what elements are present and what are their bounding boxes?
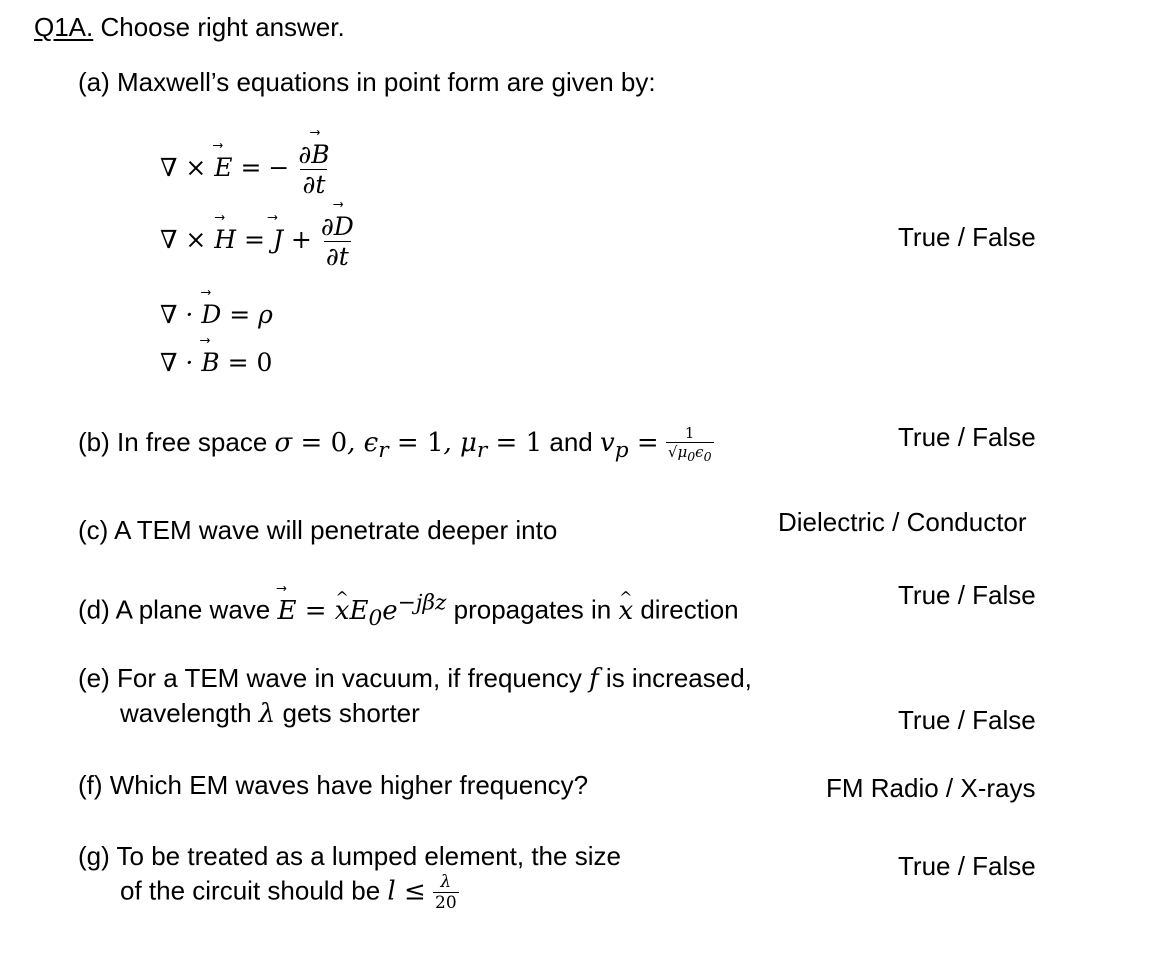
question-b-text: (b) In free space <box>78 426 268 457</box>
question-d <box>78 590 739 631</box>
question-f-answer-options[interactable]: FM Radio / X-rays <box>826 773 1036 803</box>
question-a-answer-options[interactable]: True / False <box>898 222 1036 252</box>
phase-velocity-label: $v_p$ = <box>600 427 659 464</box>
lumped-fraction: $\frac{\lambda}{20}$ <box>435 872 457 913</box>
maxwell-equation-gauss-electric: ∇ · ⃗ D = ρ <box>160 300 273 329</box>
question-e-line2: wavelength λ gets shorter <box>120 698 420 729</box>
question-e-answer-options[interactable]: True / False <box>898 705 1036 735</box>
question-a-text: (a) Maxwell’s equations in point form are given by: <box>78 67 656 97</box>
question-heading <box>34 12 345 43</box>
question-d-text-pre: (d) A plane wave <box>78 594 271 625</box>
question-g-answer-options[interactable]: True / False <box>898 851 1036 881</box>
question-c-answer-options[interactable]: Dielectric / Conductor <box>778 507 1027 537</box>
question-b <box>78 424 714 464</box>
phase-velocity-fraction: $\frac{1}{√\mu_0\epsilon_0}$ <box>667 424 712 464</box>
question-d-text-post: direction <box>640 594 739 625</box>
question-e-line1: (e) For a TEM wave in vacuum, if frequency f is increased, <box>78 663 752 694</box>
question-g-line2: of the circuit should be l ≤ $\frac{\lambda}{20}$ <box>120 872 457 913</box>
maxwell-equation-faraday: ∇ × ⃗ E = − $\frac{\partial⃗ B}{\partial t}$ <box>160 140 332 199</box>
question-d-text-mid: propagates in <box>453 594 612 625</box>
question-b-answer-options[interactable]: True / False <box>898 422 1036 452</box>
question-d-answer-options[interactable]: True / False <box>898 580 1036 610</box>
question-g-line1: (g) To be treated as a lumped element, the size <box>78 841 621 871</box>
free-space-parameters: σ = 0, $\epsilon_r = 1$, $\mu_r = 1$ <box>274 427 543 464</box>
question-number: Q1A. <box>34 12 94 42</box>
question-f-text: (f) Which EM waves have higher frequency? <box>78 770 589 800</box>
plane-wave-expression: ⃗ E = ^ $xE_0e^{-j\beta z}$ <box>277 596 446 626</box>
question-instruction: Choose right answer. <box>100 12 345 42</box>
maxwell-equation-gauss-magnetic: ∇ · ⃗ B = 0 <box>160 348 272 377</box>
lumped-condition: l ≤ <box>387 876 426 907</box>
maxwell-equation-ampere: ∇ × ⃗ H = ⃗ J + $\frac{\partial⃗ D}{\partial t}$ <box>160 212 356 271</box>
propagation-direction: ^ x <box>618 596 633 626</box>
question-b-and: and <box>549 426 593 457</box>
question-c-text: (c) A TEM wave will penetrate deeper into <box>78 515 558 545</box>
frequency-symbol: f <box>589 664 599 694</box>
wavelength-symbol: λ <box>258 699 276 729</box>
